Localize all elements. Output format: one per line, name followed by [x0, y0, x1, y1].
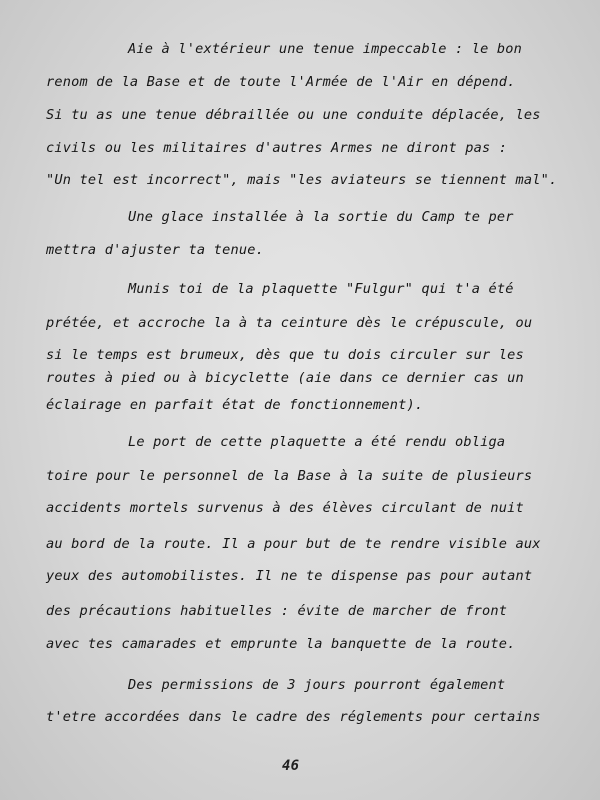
page-number: 46 — [282, 758, 300, 774]
text-line: au bord de la route. Il a pour but de te rendre visible aux — [46, 536, 541, 552]
text-line: Des permissions de 3 jours pourront également — [128, 677, 506, 693]
text-line: mettra d'ajuster ta tenue. — [46, 242, 264, 258]
text-line: Le port de cette plaquette a été rendu obliga — [128, 434, 506, 450]
text-line: si le temps est brumeux, dès que tu dois circuler sur les — [46, 347, 524, 363]
text-line: renom de la Base et de toute l'Armée de l'Air en dépend. — [46, 74, 516, 90]
text-line: avec tes camarades et emprunte la banquette de la route. — [46, 636, 516, 652]
text-line: Une glace installée à la sortie du Camp te per — [128, 209, 514, 225]
text-line: prétée, et accroche la à ta ceinture dès le crépuscule, ou — [46, 315, 533, 331]
text-line: Aie à l'extérieur une tenue impeccable : le bon — [128, 41, 523, 57]
text-line: t'etre accordées dans le cadre des réglements pour certains — [46, 709, 541, 725]
text-line: éclairage en parfait état de fonctionnement). — [46, 397, 424, 413]
text-line: routes à pied ou à bicyclette (aie dans ce dernier cas un — [46, 370, 524, 386]
text-line: "Un tel est incorrect", mais "les aviateurs se tiennent mal". — [46, 172, 558, 188]
text-line: accidents mortels survenus à des élèves circulant de nuit — [46, 500, 524, 516]
text-line: Munis toi de la plaquette "Fulgur" qui t'a été — [128, 281, 514, 297]
text-line: des précautions habituelles : évite de marcher de front — [46, 603, 508, 619]
text-line: Si tu as une tenue débraillée ou une conduite déplacée, les — [46, 107, 541, 123]
text-line: civils ou les militaires d'autres Armes ne diront pas : — [46, 140, 508, 156]
text-line: yeux des automobilistes. Il ne te dispense pas pour autant — [46, 568, 533, 584]
text-line: toire pour le personnel de la Base à la suite de plusieurs — [46, 468, 533, 484]
